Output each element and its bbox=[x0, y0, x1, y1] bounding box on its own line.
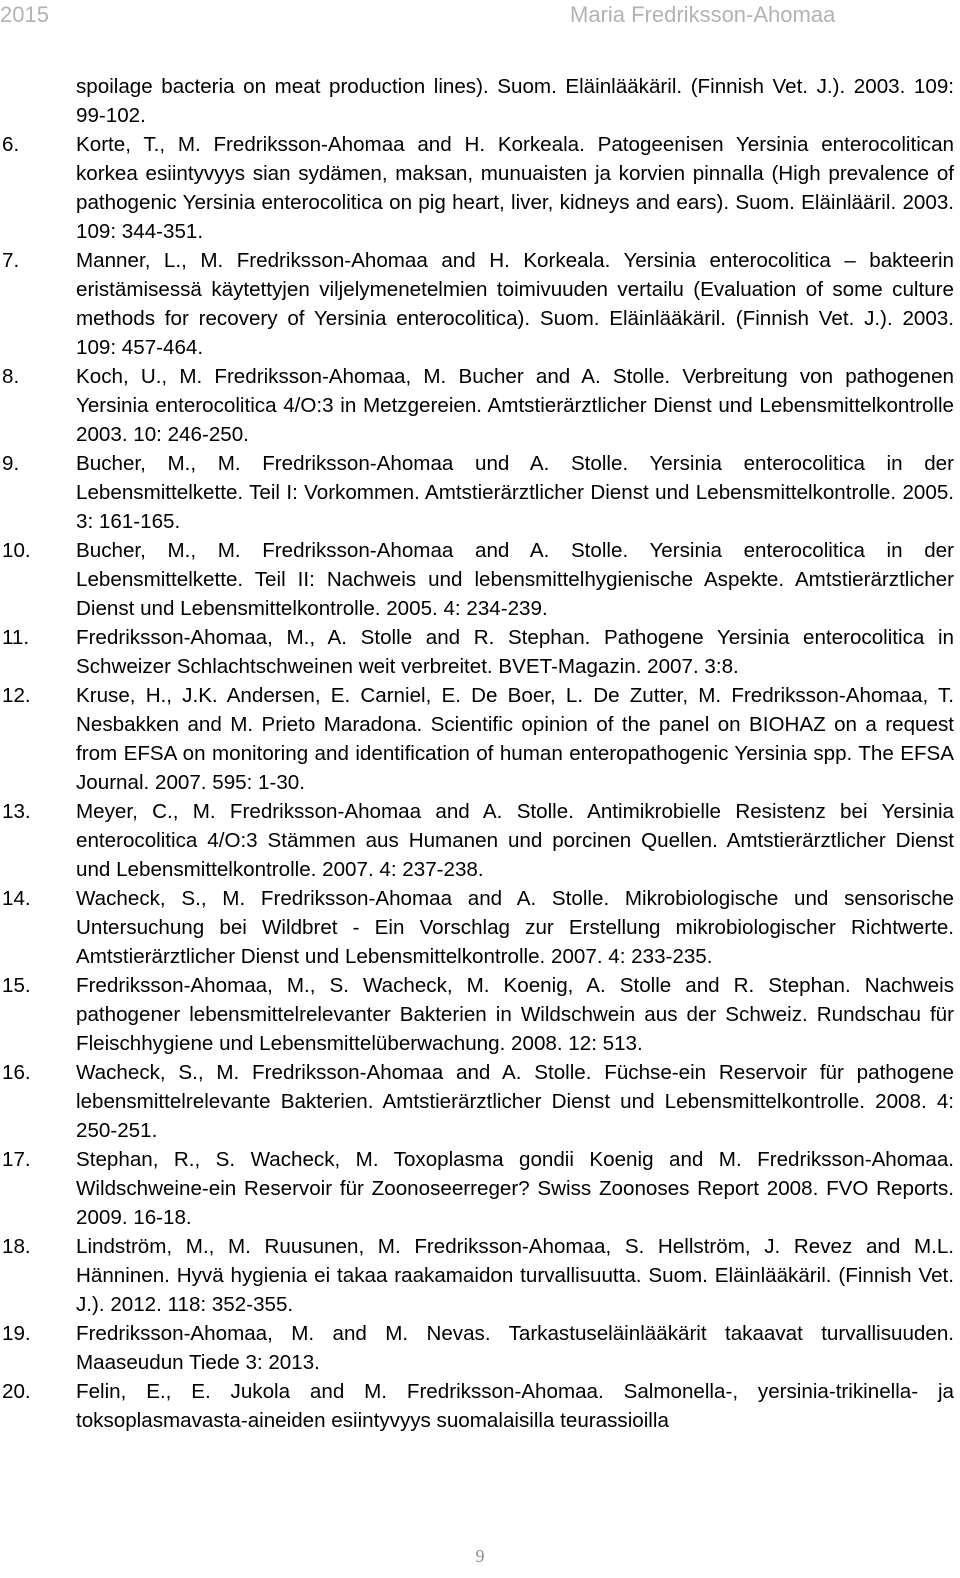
reference-number: 15. bbox=[2, 974, 31, 997]
reference-text: Bucher, M., M. Fredriksson-Ahomaa and A. Stolle. Yersinia enterocolitica in der Lebensmittelkette. Teil II: Nachweis und lebensmittelhygienische Aspekte. Amtstierärztlicher Dienst und Lebensmittelkontrolle. 2005. 4: 234-239. bbox=[76, 539, 954, 620]
reference-item bbox=[0, 130, 954, 246]
reference-item bbox=[0, 1319, 954, 1377]
reference-item bbox=[0, 797, 954, 884]
reference-text: Wacheck, S., M. Fredriksson-Ahomaa and A. Stolle. Füchse-ein Reservoir für pathogene lebensmittelrelevante Bakterien. Amtstierärztlicher Dienst und Lebensmittelkontrolle. 2008. 4: 250-251. bbox=[76, 1061, 954, 1142]
reference-item bbox=[0, 1145, 954, 1232]
reference-item bbox=[0, 1377, 954, 1435]
header-year: 2015 bbox=[0, 2, 49, 27]
reference-number: 12. bbox=[2, 684, 31, 707]
reference-item bbox=[0, 681, 954, 797]
reference-item bbox=[0, 449, 954, 536]
reference-text: Wacheck, S., M. Fredriksson-Ahomaa and A. Stolle. Mikrobiologische und sensorische Untersuchung bei Wildbret - Ein Vorschlag zur Erstellung mikrobiologischer Richtwerte. Amtstierärztlicher Dienst und Lebensmittelkontrolle. 2007. 4: 233-235. bbox=[76, 887, 954, 968]
reference-list bbox=[0, 72, 954, 1435]
reference-number: 17. bbox=[2, 1148, 31, 1171]
reference-number: 20. bbox=[2, 1380, 31, 1403]
reference-number: 8. bbox=[2, 365, 20, 388]
reference-text: Fredriksson-Ahomaa, M. and M. Nevas. Tarkastuseläinlääkärit takaavat turvallisuuden. Maaseudun Tiede 3: 2013. bbox=[76, 1322, 954, 1374]
reference-item bbox=[0, 884, 954, 971]
reference-text: spoilage bacteria on meat production lines). Suom. Eläinlääkäril. (Finnish Vet. J.). 2003. 109: 99-102. bbox=[76, 75, 954, 127]
reference-number: 13. bbox=[2, 800, 31, 823]
reference-item bbox=[0, 623, 954, 681]
reference-number: 19. bbox=[2, 1322, 31, 1345]
reference-item bbox=[0, 72, 954, 130]
reference-item bbox=[0, 1058, 954, 1145]
reference-item bbox=[0, 246, 954, 362]
reference-text: Korte, T., M. Fredriksson-Ahomaa and H. Korkeala. Patogeenisen Yersinia enterocolitican korkea esiintyvyys sian sydämen, maksan, munuaisten ja korvien pinnalla (High prevalence of pathogenic Yersinia enterocolitica on pig heart, liver, kidneys and ears). Suom. Eläinlääril. 2003. 109: 344-351. bbox=[76, 133, 954, 243]
page-number: 9 bbox=[475, 1546, 485, 1566]
reference-text: Kruse, H., J.K. Andersen, E. Carniel, E. De Boer, L. De Zutter, M. Fredriksson-Ahomaa, T. Nesbakken and M. Prieto Maradona. Scientific opinion of the panel on BIOHAZ on a request from EFSA on monitoring and identification of human enteropathogenic Yersinia spp. The EFSA Journal. 2007. 595: 1-30. bbox=[76, 684, 954, 794]
reference-text: Fredriksson-Ahomaa, M., A. Stolle and R. Stephan. Pathogene Yersinia enterocolitica in Schweizer Schlachtschweinen weit verbreitet. BVET-Magazin. 2007. 3:8. bbox=[76, 626, 954, 678]
reference-item bbox=[0, 971, 954, 1058]
reference-text: Lindström, M., M. Ruusunen, M. Fredriksson-Ahomaa, S. Hellström, J. Revez and M.L. Hänninen. Hyvä hygienia ei takaa raakamaidon turvallisuutta. Suom. Eläinlääkäril. (Finnish Vet. J.). 2012. 118: 352-355. bbox=[76, 1235, 954, 1316]
reference-text: Bucher, M., M. Fredriksson-Ahomaa und A. Stolle. Yersinia enterocolitica in der Lebensmittelkette. Teil I: Vorkommen. Amtstierärztlicher Dienst und Lebensmittelkontrolle. 2005. 3: 161-165. bbox=[76, 452, 954, 533]
reference-item bbox=[0, 362, 954, 449]
reference-text: Manner, L., M. Fredriksson-Ahomaa and H. Korkeala. Yersinia enterocolitica – bakteerin eristämisessä käytettyjen viljelymenetelmien toimivuuden vertailu (Evaluation of some culture methods for recovery of Yersinia enterocolitica). Suom. Eläinlääkäril. (Finnish Vet. J.). 2003. 109: 457-464. bbox=[76, 249, 954, 359]
reference-number: 6. bbox=[2, 133, 20, 156]
reference-number: 9. bbox=[2, 452, 20, 475]
reference-text: Meyer, C., M. Fredriksson-Ahomaa and A. Stolle. Antimikrobielle Resistenz bei Yersinia enterocolitica 4/O:3 Stämmen aus Humanen und porcinen Quellen. Amtstierärztlicher Dienst und Lebensmittelkontrolle. 2007. 4: 237-238. bbox=[76, 800, 954, 881]
reference-number: 7. bbox=[2, 249, 20, 272]
reference-text: Koch, U., M. Fredriksson-Ahomaa, M. Bucher and A. Stolle. Verbreitung von pathogenen Yersinia enterocolitica 4/O:3 in Metzgereien. Amtstierärztlicher Dienst und Lebensmittelkontrolle 2003. 10: 246-250. bbox=[76, 365, 954, 446]
reference-text: Felin, E., E. Jukola and M. Fredriksson-Ahomaa. Salmonella-, yersinia-trikinella- ja toksoplasmavasta-aineiden esiintyvyys suomalaisilla teurassioilla bbox=[76, 1380, 954, 1432]
reference-number: 16. bbox=[2, 1061, 31, 1084]
header-author: Maria Fredriksson-Ahomaa bbox=[570, 2, 836, 27]
reference-text: Fredriksson-Ahomaa, M., S. Wacheck, M. Koenig, A. Stolle and R. Stephan. Nachweis pathogener lebensmittelrelevanter Bakterien in Wildschwein aus der Schweiz. Rundschau für Fleischhygiene und Lebensmittelüberwachung. 2008. 12: 513. bbox=[76, 974, 954, 1055]
reference-number: 10. bbox=[2, 539, 31, 562]
page-header bbox=[0, 0, 960, 32]
reference-text: Stephan, R., S. Wacheck, M. Toxoplasma gondii Koenig and M. Fredriksson-Ahomaa. Wildschweine-ein Reservoir für Zoonoseerreger? Swiss Zoonoses Report 2008. FVO Reports. 2009. 16-18. bbox=[76, 1148, 954, 1229]
reference-item bbox=[0, 1232, 954, 1319]
reference-item bbox=[0, 536, 954, 623]
reference-number: 18. bbox=[2, 1235, 31, 1258]
reference-number: 11. bbox=[2, 626, 30, 649]
reference-number: 14. bbox=[2, 887, 31, 910]
